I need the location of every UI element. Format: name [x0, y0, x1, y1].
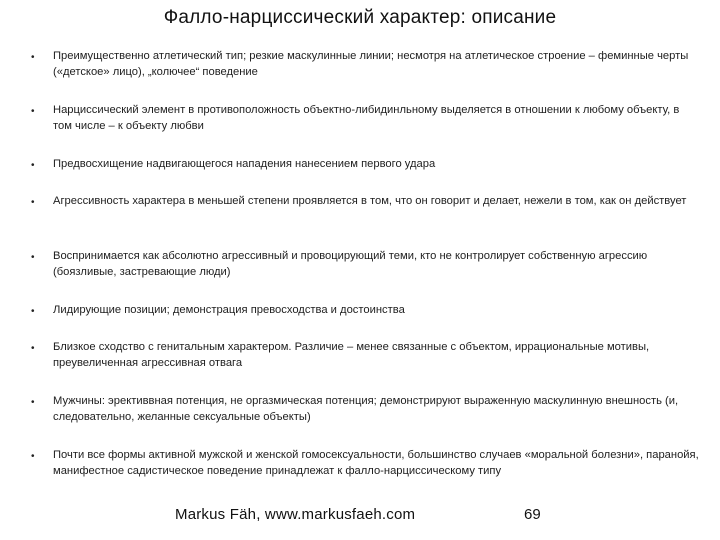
bullet-marker: •: [31, 306, 35, 317]
bullet-text: Предвосхищение надвигающегося нападения нанесением первого удара: [53, 158, 436, 170]
footer-author: Markus Fäh, www.markusfaeh.com: [175, 506, 416, 523]
bullet-marker: •: [31, 343, 35, 354]
page-number: 69: [524, 506, 541, 523]
bullet-text: Нарциссический элемент в противоположность объектно-либидинльному выделяется в отношении к любому объекту, в том числе – к объекту любви: [53, 104, 680, 132]
bullet-text: Воспринимается как абсолютно агрессивный и провоцирующий теми, кто не контролирует собственную агрессию (боязливые, застревающие люди): [53, 250, 648, 278]
slide-title: Фалло-нарциссический характер: описание: [163, 7, 557, 28]
bullet-text: Агрессивность характера в меньшей степени проявляется в том, что он говорит и делает, нежели в том, как он действует: [53, 195, 687, 207]
bullet-text: Лидирующие позиции; демонстрация превосходства и достоинства: [53, 304, 405, 316]
bullet-marker: •: [31, 451, 35, 462]
bullet-text: Почти все формы активной мужской и женской гомосексуальности, большинство случаев «моральной болезни», паранойя, манифестное садистическое поведение принадлежат к фалло-нарциссическому типу: [53, 449, 699, 477]
bullet-text: Близкое сходство с генитальным характером. Различие – менее связанные с объектом, иррациональные мотивы, преувеличенная агрессивная отвага: [53, 341, 650, 369]
bullet-marker: •: [31, 197, 35, 208]
bullet-text: Преимущественно атлетический тип; резкие маскулинные линии; несмотря на атлетическое строение – феминные черты («детское» лицо), „колючее“ поведение: [53, 50, 689, 78]
bullet-marker: •: [31, 106, 35, 117]
bullet-marker: •: [31, 252, 35, 263]
bullet-marker: •: [31, 397, 35, 408]
bullet-marker: •: [31, 52, 35, 63]
bullet-marker: •: [31, 160, 35, 171]
bullet-text: Мужчины: эрективвная потенция, не оргазмическая потенция; демонстрируют выраженную маскулинную внешность (и, следовательно, желанные сексуальные объекты): [53, 395, 679, 423]
